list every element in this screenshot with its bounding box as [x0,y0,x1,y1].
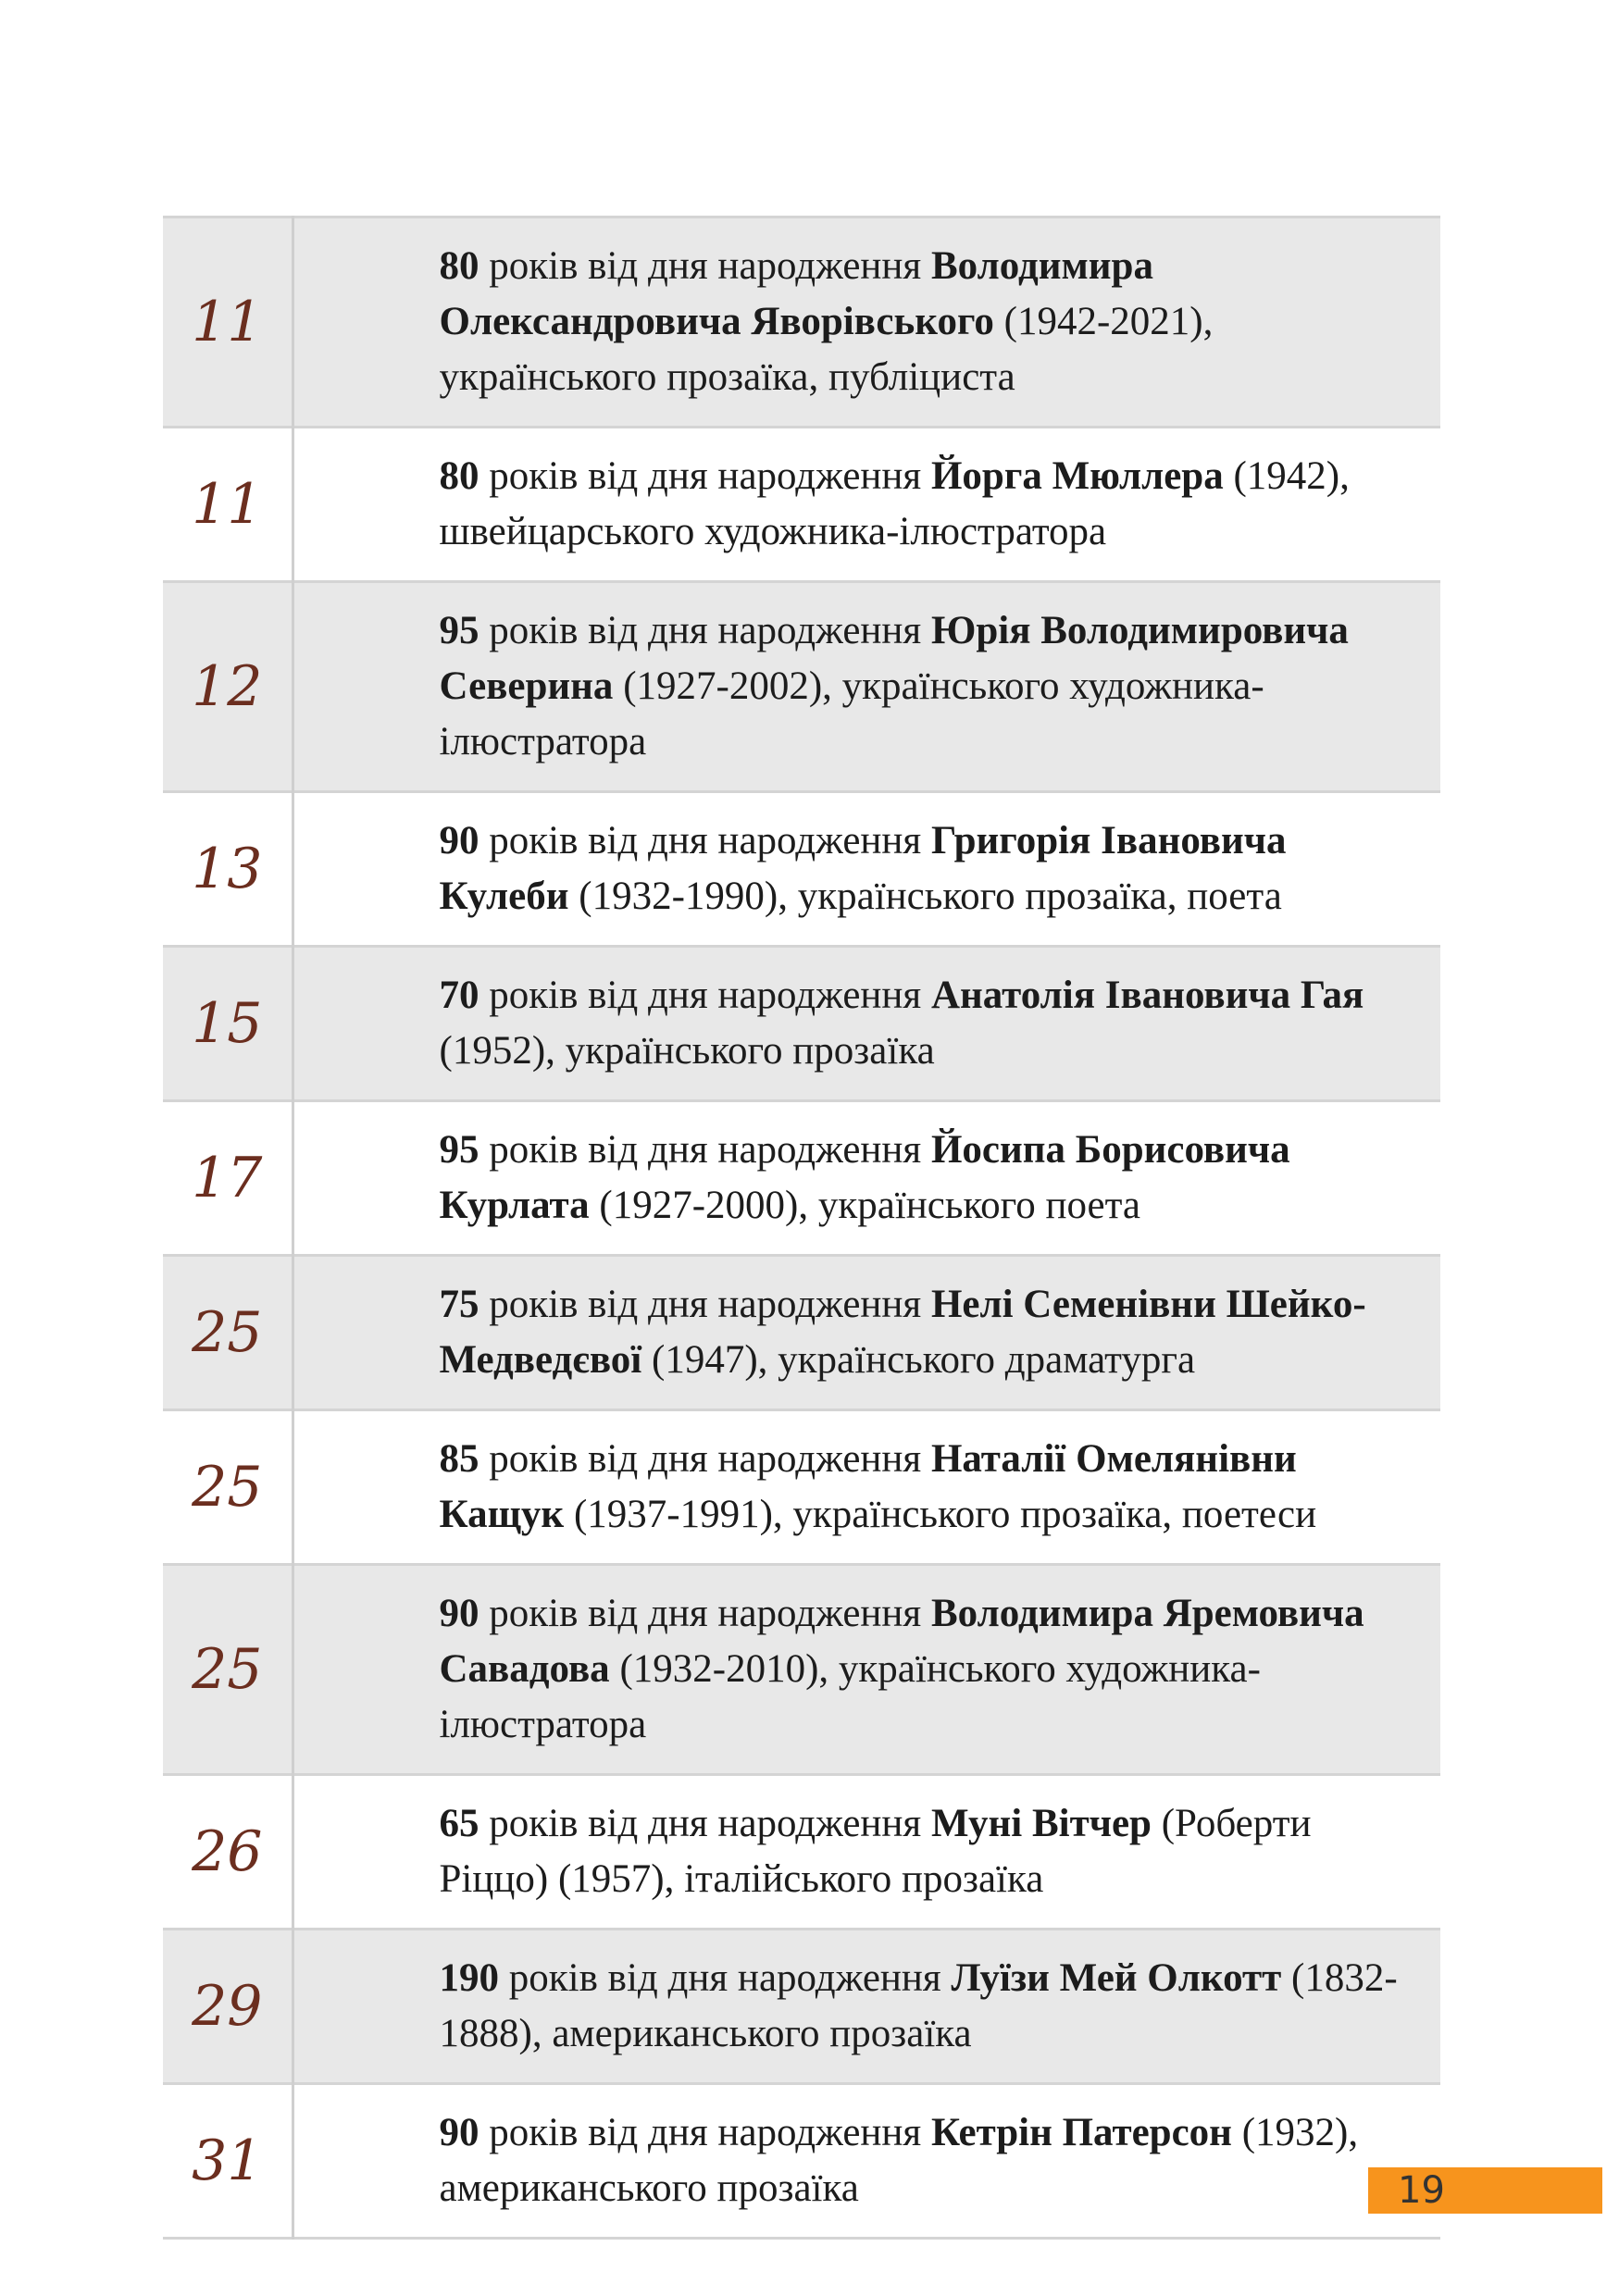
years-count: 95 [439,1128,479,1172]
anniversary-text [293,1565,1440,1775]
person-details: (1942), швейцарського художника-ілюстратора [439,454,1350,553]
anniversary-text [293,2084,1440,2239]
years-count: 95 [439,609,479,652]
day-number: 13 [163,792,293,947]
table-row [163,947,1440,1101]
day-number: 25 [163,1410,293,1565]
person-details: (1927-2002), українського художника-ілюстратора [439,664,1264,763]
anniversary-phrase: років від дня народження [479,1592,931,1635]
person-name: Наталії Омелянівни Кащук [439,1437,1297,1536]
table-row [163,428,1440,582]
day-number: 17 [163,1101,293,1256]
anniversary-phrase: років від дня народження [479,1128,931,1172]
day-number: 29 [163,1930,293,2084]
years-count: 80 [439,244,479,288]
anniversary-text [293,428,1440,582]
person-name: Юрія Володимировича Северина [439,609,1349,708]
table-row [163,217,1440,428]
years-count: 90 [439,1592,479,1635]
table-row [163,1256,1440,1410]
day-number: 11 [163,428,293,582]
anniversary-text [293,217,1440,428]
anniversary-text [293,1256,1440,1410]
anniversary-phrase: років від дня народження [479,1283,931,1326]
years-count: 75 [439,1283,479,1326]
anniversary-phrase: років від дня народження [479,609,931,652]
table-row [163,792,1440,947]
person-name: Кетрін Патерсон [930,2111,1232,2154]
day-number: 25 [163,1256,293,1410]
table-row [163,1565,1440,1775]
person-details: (1942-2021), українського прозаїка, публіциста [439,300,1214,399]
years-count: 90 [439,2111,479,2154]
anniversary-text [293,582,1440,792]
anniversary-phrase: років від дня народження [479,819,931,863]
years-count: 85 [439,1437,479,1481]
day-number: 26 [163,1775,293,1930]
person-name: Анатолія Івановича Гая [930,974,1364,1017]
anniversary-phrase: років від дня народження [479,1437,931,1481]
anniversary-phrase: років від дня народження [499,1956,952,2000]
table-row [163,1775,1440,1930]
table-row [163,1101,1440,1256]
person-details: (1932-1990), українського прозаїка, поета [568,875,1282,918]
anniversary-phrase: років від дня народження [479,454,931,498]
anniversary-text [293,1775,1440,1930]
person-details: (1932-2010), українського художника-ілюстратора [439,1647,1261,1746]
table-row [163,582,1440,792]
person-details: (1932), американського прозаїка [439,2111,1359,2210]
page-number: 19 [1368,2167,1602,2214]
anniversary-text [293,1101,1440,1256]
person-details: (1937-1991), українського прозаїка, поетеси [564,1493,1317,1536]
years-count: 65 [439,1802,479,1845]
person-details: (1952), українського прозаїка [439,1029,935,1073]
day-number: 12 [163,582,293,792]
person-name: Йорга Мюллера [930,454,1224,498]
day-number: 31 [163,2084,293,2239]
anniversary-phrase: років від дня народження [479,2111,931,2154]
table-row [163,2084,1440,2239]
person-name: Луїзи Мей Олкотт [951,1956,1282,2000]
years-count: 80 [439,454,479,498]
anniversary-text [293,792,1440,947]
anniversary-phrase: років від дня народження [479,974,931,1017]
years-count: 190 [439,1956,499,2000]
person-details: (1832-1888), американського прозаїка [439,1956,1398,2055]
person-name: Володимира Олександровича Яворівського [439,244,1153,343]
years-count: 70 [439,974,479,1017]
person-details: (1927-2000), українського поета [589,1184,1141,1227]
person-details: (Роберти Ріццо) (1957), італійського прозаїка [439,1802,1312,1901]
anniversary-text [293,947,1440,1101]
day-number: 25 [163,1565,293,1775]
table-row [163,1410,1440,1565]
anniversary-phrase: років від дня народження [479,244,931,288]
day-number: 11 [163,217,293,428]
anniversary-text [293,1930,1440,2084]
person-details: (1947), українського драматурга [641,1338,1196,1382]
anniversary-table [163,216,1440,2240]
person-name: Йосипа Борисовича Курлата [439,1128,1290,1227]
anniversary-text [293,1410,1440,1565]
person-name: Нелі Семенівни Шейко-Медведєвої [439,1283,1366,1382]
table-row [163,1930,1440,2084]
person-name: Григорія Івановича Кулеби [439,819,1287,918]
years-count: 90 [439,819,479,863]
anniversary-phrase: років від дня народження [479,1802,931,1845]
day-number: 15 [163,947,293,1101]
person-name: Муні Вітчер [930,1802,1152,1845]
person-name: Володимира Яремовича Савадова [439,1592,1364,1691]
